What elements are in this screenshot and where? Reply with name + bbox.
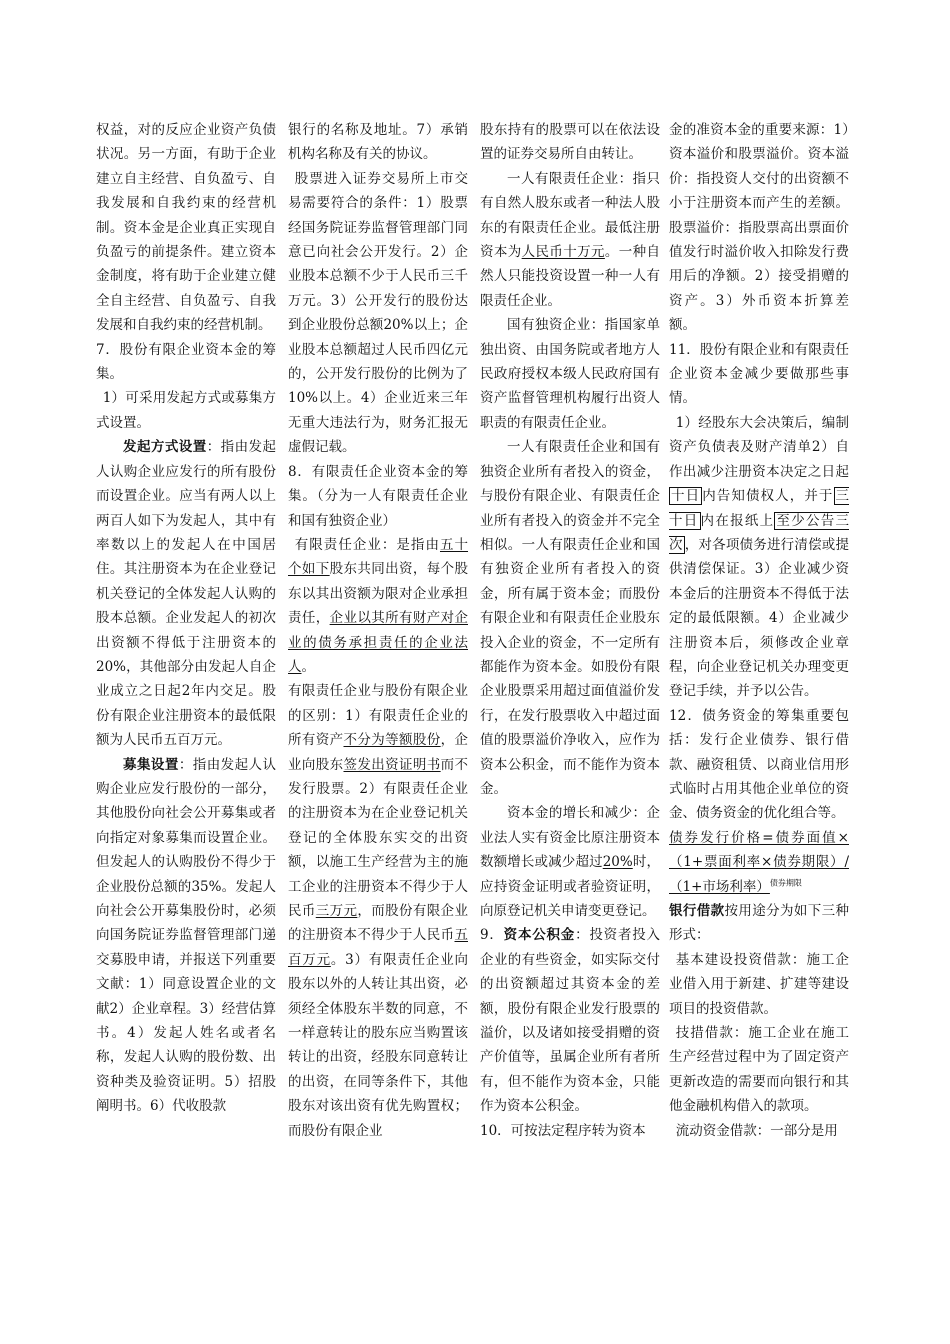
paragraph: 1）可采用发起方式或募集方式设置。 <box>96 390 276 431</box>
underlined-text: 企业以其所有财产对企业的债务承担责任的企业法人 <box>288 610 468 675</box>
paragraph: 金的准资本金的重要来源：1）资本溢价和股票溢价。资本溢价：指投资人交付的出资额不小于注册资本而产生的差额。股票溢价：指股票高出票面价值发行时溢价收入扣除发行费用后的净额。2）接受捐赠的资产。3）外币资本折算差额。 <box>669 122 849 334</box>
paragraph: 银行的名称及地址。7）承销机构名称及有关的协议。 <box>288 122 468 163</box>
paragraph: 股东持有的股票可以在依法设置的证券交易所自由转让。 <box>480 122 660 163</box>
text-column-1 <box>96 118 276 1119</box>
paragraph: 募集设置：指由发起人认购企业应发行股份的一部分，其他股份向社会公开募集或者向指定对象募集而设置企业。但发起人的认购股份不得少于企业股份总额的35%。发起人向社会公开募集股份时，必须向国务院证券监督管理部门递交募股申请，并报送下列重要文献：1）同意设置企业的文献2）企业章程。3）经营估算书。4）发起人姓名或者名称，发起人认购的股份数、出资种类及验资证明。5）招股阐明书。6）代收股款 <box>96 756 277 1115</box>
paragraph: 基本建设投资借款：施工企业借入用于新建、扩建等建设项目的投资借款。 <box>669 951 849 1017</box>
paragraph: 资本金的增长和减少：企业法人实有资金比原注册资本数额增长或减少超过20%时，应持资金证明或者验资证明，向原登记机关申请变更登记。 <box>480 805 661 919</box>
document-page <box>96 118 856 1228</box>
paragraph: 一人有限责任企业和国有独资企业所有者投入的资金，与股份有限企业、有限责任企业所有者投入的资金并不完全相似。一人有限责任企业和国有独资企业所有者投入的资金，所有属于资本金；而股份有限企业和有限责任企业股东投入企业的资金，不一定所有都能作为资本金。如股份有限企业股票采用超过面值溢价发行，在发行股票收入中超过面值的股票溢价净收入，应作为资本公积金，而不能作为资本金。 <box>480 439 660 797</box>
paragraph: 技措借款：施工企业在施工生产经营过程中为了固定资产更新改造的需要而向银行和其他金融机构借入的款项。 <box>669 1025 849 1115</box>
paragraph: 1）经股东大会决策后，编制资产负债表及财产清单2）自作出减少注册资本决定之日起十日 内告知债权人，并于 三十日 内在报纸上 至少公告三次 ，对各项债务进行清偿或提供清偿保证。3）企业减少资本金后的注册资本不得低于法定的最低限额。4）企业减少注册资本后，须修改企业章程，向企业登记机关办理变更登记手续，并予以公告。 <box>669 414 850 700</box>
underlined-text: 债券发行价格=债券面值×（1+票面利率×债券期限）/（1+市场利率） <box>669 829 849 895</box>
underlined-text: 五十个如下 <box>288 536 469 578</box>
text-column-4 <box>669 118 849 1143</box>
paragraph: 一人有限责任企业：指只有自然人股东或者一种法人股东的有限责任企业。最低注册资本为人民币十万元。一种自然人只能投资设置一种一人有限责任企业。 <box>480 170 660 309</box>
term-bold: 资本公积金 <box>503 927 576 944</box>
paragraph: 发起方式设置：指由发起人认购企业应发行的所有股份而设置企业。应当有两人以上两百人如下为发起人，其中有率数以上的发起人在中国居住。其注册资本为在企业登记机关登记的全体发起人认购的股本总额。企业发起人的初次出资额不得低于注册资本的20%，其他部分由发起人自企业成立之日起2年内交足。股份有限企业注册资本的最低限额为人民币五百万元。 <box>96 439 277 749</box>
paragraph: 国有独资企业：指国家单独出资、由国务院或者地方人民政府授权本级人民政府国有资产监督管理机构履行出资人职责的有限责任企业。 <box>480 317 660 431</box>
paragraph: 流动资金借款：一部分是用 <box>675 1122 838 1139</box>
text-column-3 <box>480 118 660 1143</box>
underlined-text: 人民币十万元 <box>521 244 605 261</box>
underlined-text: 五百万元 <box>288 927 468 968</box>
paragraph: 9．资本公积金：投资者投入企业的有些资金，如实际交付的出资额超过其资本金的差额，股份有限企业发行股票的溢价，以及诸如接受捐赠的资产价值等，虽属企业所有者所有，但不能作为资本金，只能作为资本公积金。 <box>480 927 661 1115</box>
paragraph: 股票进入证券交易所上市交易需要符合的条件：1）股票经国务院证券监督管理部门同意已向社会公开发行。2）企业股本总额不少于人民币三千万元。3）公开发行的股份达到企业股份总额20%以上；企业股本总额超过人民币四亿元的，公开发行股份的比例为了10%以上。4）企业近来三年无重大违法行为，财务汇报无虚假记载。 <box>288 170 468 456</box>
paragraph: 权益，对的反应企业资产负债状况。另一方面，有助于企业建立自主经营、自负盈亏、自我发展和自我约束的经营机制。资本金是企业真正实现自负盈亏的前提条件。建立资本金制度，将有助于企业建立健全自主经营、自负盈亏、自我发展和自我约束的经营机制。 <box>96 122 276 334</box>
underlined-text: 20% <box>602 854 633 871</box>
boxed-text: 十日 <box>671 488 701 505</box>
term-bold: 发起方式设置 <box>123 439 207 456</box>
term-bold: 募集设置 <box>123 756 179 773</box>
underlined-text: 不分为等额股份 <box>343 732 441 749</box>
section-heading: 7．股份有限企业资本金的筹集。 <box>96 341 276 383</box>
paragraph: 有限责任企业与股份有限企业的区别：1）有限责任企业的所有资产不分为等额股份，企业向股东签发出资证明书而不发行股票。2）有限责任企业的注册资本为在企业登记机关登记的全体股东实交的出资额，以施工生产经营为主的施工企业的注册资本不得少于人民币三万元，而股份有限企业的注册资本不得少于人民币五百万元。3）有限责任企业向股东以外的人转让其出资，必须经全体股东半数的同意，不一样意转让的股东应当购置该转让的出资，经股东同意转让的出资，在同等条件下，其他股东对该出资有优先购置权；而股份有限企业 <box>288 683 469 1139</box>
paragraph: 10．可按法定程序转为资本 <box>480 1122 646 1139</box>
section-heading: 11．股份有限企业和有限责任企业资本金减少要做那些事情。 <box>669 341 849 407</box>
section-heading: 12．债务资金的筹集重要包括：发行企业债券、银行借款、融资租赁、以商业信用形式临时占用其他企业单位的资金、债务资金的优化组合等。 <box>669 707 849 822</box>
text-column-2 <box>288 118 468 1143</box>
boxed-text: 至少公告三次 <box>669 512 850 553</box>
underlined-text: 签发出资证明书 <box>343 756 441 773</box>
paragraph: 银行借款按用途分为如下三种形式： <box>669 903 849 944</box>
superscript: 债券期限 <box>769 878 802 888</box>
paragraph: 有限责任企业：是指由五十个如下股东共同出资，每个股东以其出资额为限对企业承担责任，企业以其所有财产对企业的债务承担责任的企业法人。 <box>288 536 469 675</box>
underlined-text: 三万元 <box>315 903 358 919</box>
formula <box>669 826 849 899</box>
section-heading: 8．有限责任企业资本金的筹集。（分为一人有限责任企业和国有独资企业） <box>288 463 468 529</box>
term-bold: 银行借款 <box>669 903 725 919</box>
boxed-text: 三十日 <box>669 488 850 529</box>
